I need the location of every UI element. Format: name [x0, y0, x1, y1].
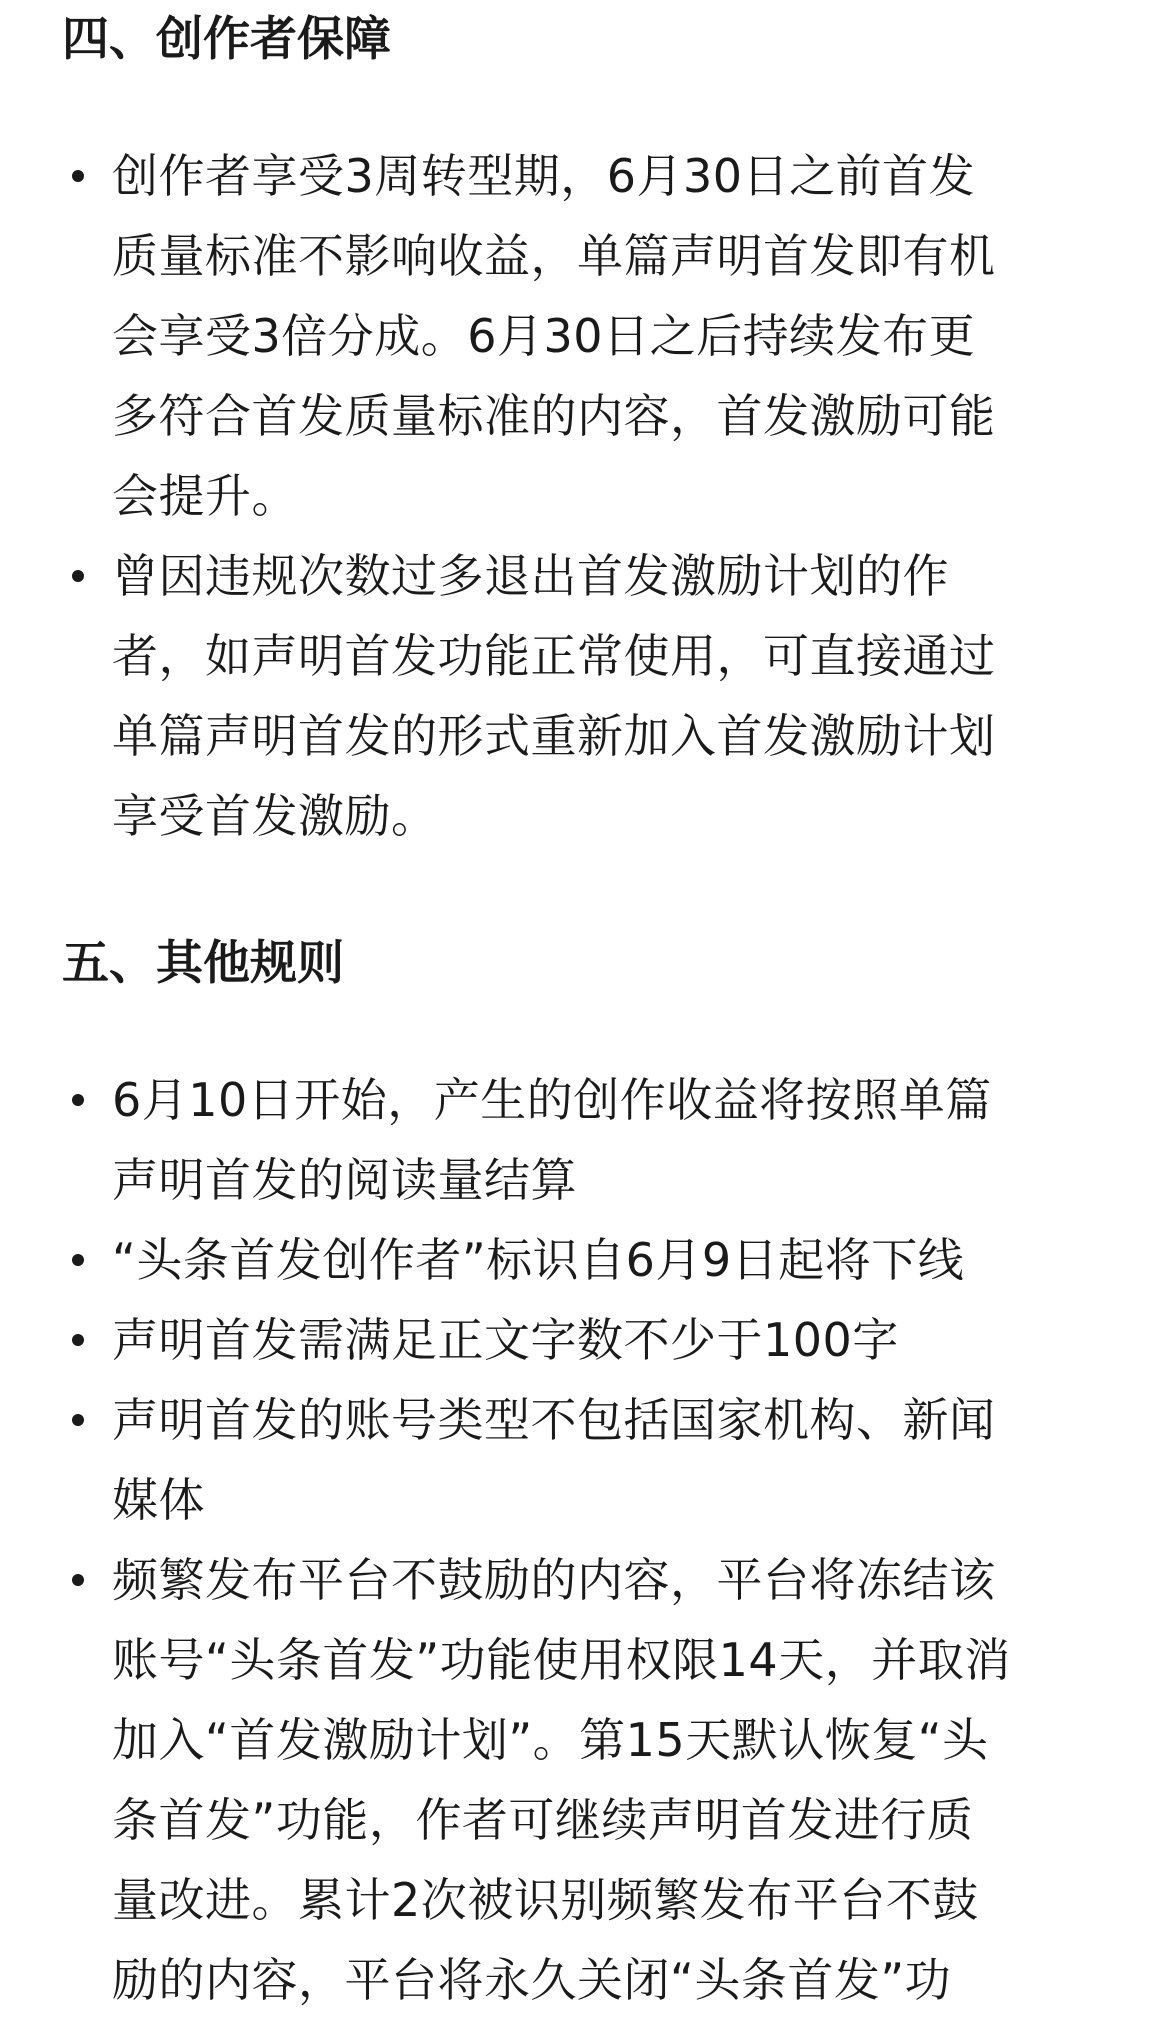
creator-guarantee-list: [62, 136, 1118, 856]
other-rules-list: [62, 1060, 1118, 2020]
text-line: “头条首发创作者”标识自6月9日起将下线: [112, 1233, 965, 1287]
text-line: 声明首发的阅读量结算: [112, 1153, 577, 1207]
text-line: 账号“头条首发”功能使用权限14天，并取消: [112, 1633, 1011, 1687]
text-line: 会享受3倍分成。6月30日之后持续发布更: [112, 309, 976, 363]
text-line: 曾因违规次数过多退出首发激励计划的作: [112, 549, 949, 603]
bullet-dot-icon: [72, 1574, 84, 1586]
text-line: 媒体: [112, 1473, 205, 1527]
list-item: [62, 1300, 1118, 1380]
text-line: 创作者享受3周转型期，6月30日之前首发: [112, 149, 976, 203]
text-line: 多符合首发质量标准的内容，首发激励可能: [112, 389, 996, 443]
bullet-dot-icon: [72, 1334, 84, 1346]
text-line: 声明首发需满足正文字数不少于100字: [112, 1313, 899, 1367]
bullet-dot-icon: [72, 1414, 84, 1426]
bullet-dot-icon: [72, 570, 84, 582]
bullet-dot-icon: [72, 1254, 84, 1266]
list-item: [62, 1380, 1118, 1540]
section-title-creator-guarantee: 四、创作者保障: [62, 12, 391, 67]
text-line: 声明首发的账号类型不包括国家机构、新闻: [112, 1393, 996, 1447]
text-line: 励的内容，平台将永久关闭“头条首发”功: [112, 1953, 952, 2007]
text-line: 条首发”功能，作者可继续声明首发进行质: [112, 1793, 974, 1847]
text-line: 享受首发激励。: [112, 789, 438, 843]
text-line: 单篇声明首发的形式重新加入首发激励计划: [112, 709, 996, 763]
bullet-dot-icon: [72, 1094, 84, 1106]
text-line: 质量标准不影响收益，单篇声明首发即有机: [112, 229, 996, 283]
text-line: 6月10日开始，产生的创作收益将按照单篇: [112, 1073, 992, 1127]
list-item: [62, 1540, 1118, 2020]
text-line: 量改进。累计2次被识别频繁发布平台不鼓: [112, 1873, 979, 1927]
bullet-dot-icon: [72, 170, 84, 182]
text-line: 加入“首发激励计划”。第15天默认恢复“头: [112, 1713, 989, 1767]
list-item: [62, 1060, 1118, 1220]
text-line: 者，如声明首发功能正常使用，可直接通过: [112, 629, 996, 683]
text-line: 会提升。: [112, 469, 298, 523]
list-item: [62, 136, 1118, 536]
text-line: 频繁发布平台不鼓励的内容，平台将冻结该: [112, 1553, 996, 1607]
list-item: [62, 536, 1118, 856]
section-title-other-rules: 五、其他规则: [62, 936, 344, 991]
list-item: [62, 1220, 1118, 1300]
